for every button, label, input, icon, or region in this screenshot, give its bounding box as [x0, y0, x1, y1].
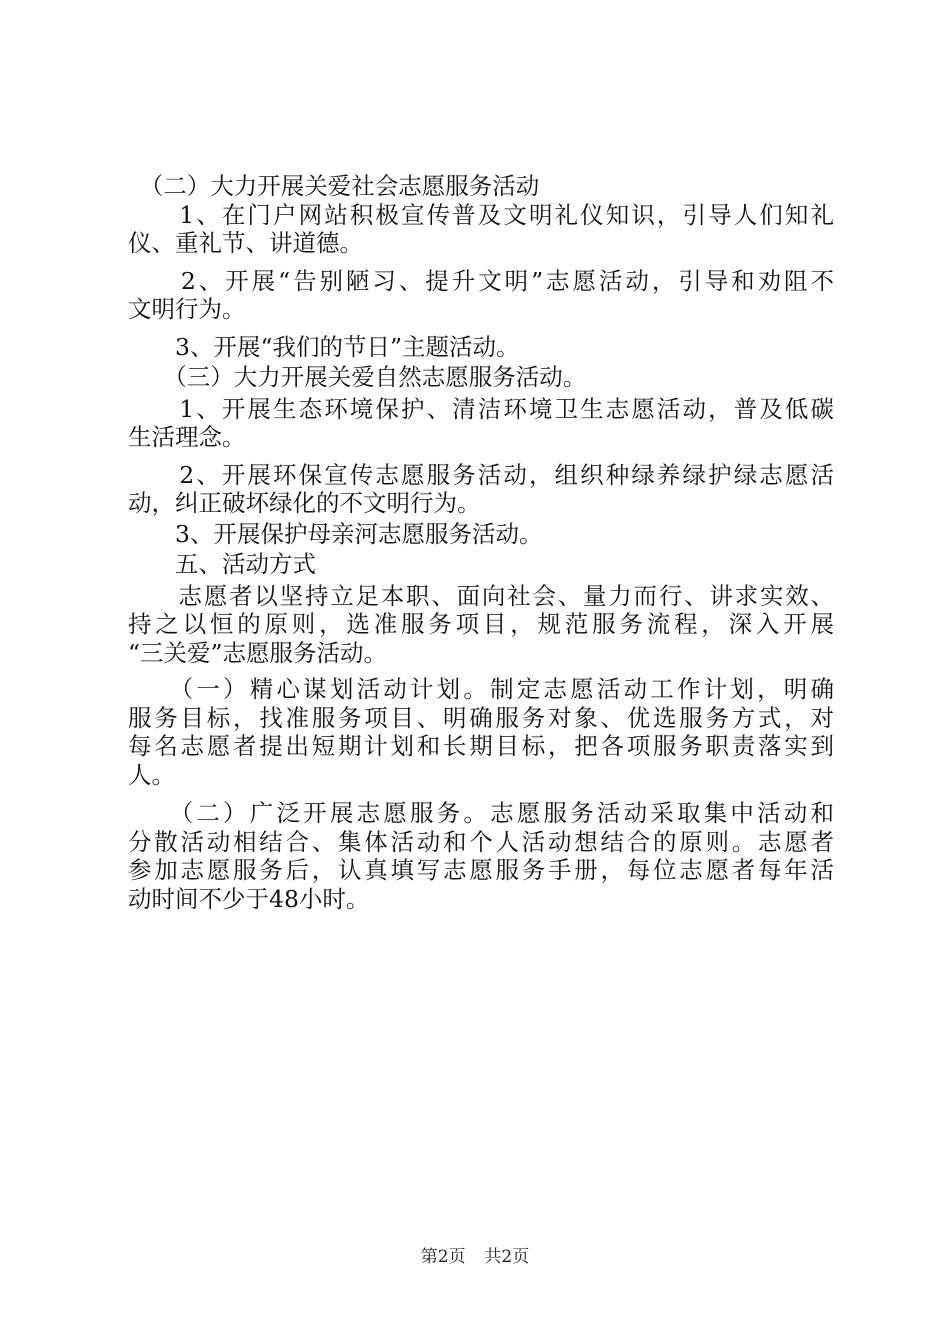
page-total: 共2页: [484, 1247, 530, 1267]
paragraph-line: “三关爱”志愿服务活动。: [128, 638, 388, 667]
paragraph-line: 动时间不少于48小时。: [128, 884, 370, 913]
paragraph-line: 2、开展环保宣传志愿服务活动，组织种绿养绿护绿志愿活: [128, 460, 834, 489]
document-body: [128, 172, 834, 913]
paragraph-line: 1、在门户网站积极宣传普及文明礼仪知识，引导人们知礼: [128, 200, 834, 229]
paragraph-line: 3、开展保护母亲河志愿服务活动。: [128, 519, 543, 548]
page-number: 第2页: [420, 1247, 466, 1267]
paragraph-line: 分散活动相结合、集体活动和个人活动想结合的原则。志愿者: [128, 827, 834, 856]
paragraph-line: 每名志愿者提出短期计划和长期目标，把各项服务职责落实到: [128, 732, 834, 760]
section-heading: （二）大力开展关爱社会志愿服务活动: [128, 172, 540, 200]
paragraph-line: 2、开展“告别陋习、提升文明”志愿活动，引导和劝阻不: [128, 266, 834, 295]
paragraph-line: 3、开展“我们的节日”主题活动。: [128, 332, 520, 361]
paragraph-line: 生活理念。: [128, 423, 246, 451]
paragraph-line: （一）精心谋划活动计划。制定志愿活动工作计划，明确: [128, 675, 834, 703]
paragraph-line: 持之以恒的原则，选准服务项目，规范服务流程，深入开展: [128, 610, 834, 638]
paragraph-line: 服务目标，找准服务项目、明确服务对象、优选服务方式，对: [128, 703, 834, 732]
paragraph-line: 志愿者以坚持立足本职、面向社会、量力而行、讲求实效、: [128, 581, 834, 610]
paragraph-line: 文明行为。: [128, 295, 246, 323]
section-heading: （三）大力开展关爱自然志愿服务活动。: [128, 363, 587, 391]
paragraph-line: 动，纠正破坏绿化的不文明行为。: [128, 489, 481, 517]
paragraph-line: 仪、重礼节、讲道德。: [128, 229, 363, 257]
page-footer: [0, 1247, 950, 1267]
paragraph-line: 1、开展生态环境保护、清洁环境卫生志愿活动，普及低碳: [128, 394, 834, 423]
section-heading: 五、活动方式: [128, 550, 316, 578]
paragraph-line: （二）广泛开展志愿服务。志愿服务活动采取集中活动和: [128, 799, 834, 827]
paragraph-line: 参加志愿服务后，认真填写志愿服务手册，每位志愿者每年活: [128, 856, 834, 884]
paragraph-line: 人。: [128, 760, 175, 789]
